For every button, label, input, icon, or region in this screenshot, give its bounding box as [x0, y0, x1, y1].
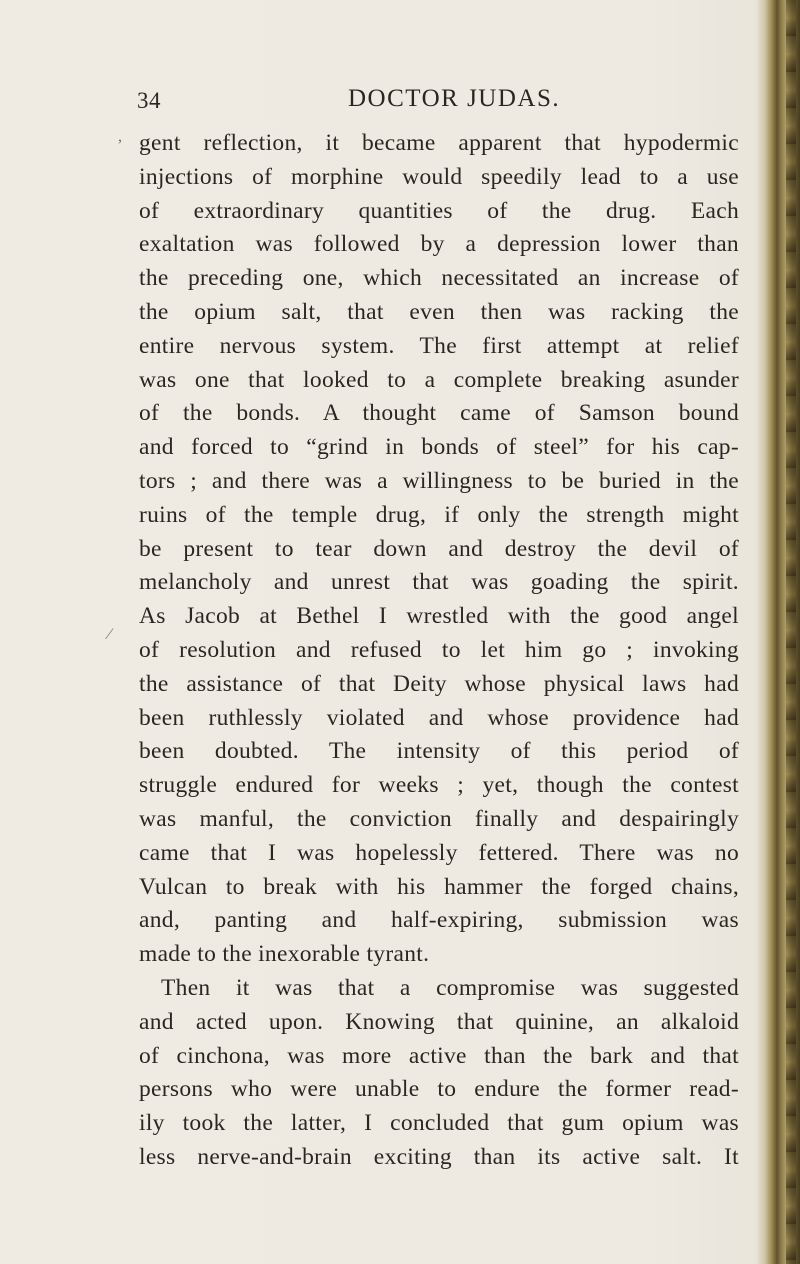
text-line: the opium salt, that even then was racking the [139, 298, 739, 325]
paragraph [139, 127, 739, 972]
text-line: injections of morphine would speedily lead to a use [139, 163, 739, 190]
text-line: less nerve-and-brain exciting than its active salt. It [139, 1143, 739, 1170]
text-line: be present to tear down and destroy the devil of [139, 535, 739, 562]
text-line: ruins of the temple drug, if only the strength might [139, 501, 739, 528]
text-line: As Jacob at Bethel I wrestled with the good angel [139, 603, 739, 630]
running-title: DOCTOR JUDAS. [348, 85, 561, 112]
text-line: Vulcan to break with his hammer the forged chains, [139, 873, 739, 900]
text-line: of resolution and refused to let him go ; invoking [139, 636, 739, 663]
text-line: the preceding one, which necessitated an increase of [139, 265, 739, 292]
page-number: 34 [137, 88, 161, 113]
text-line: tors ; and there was a willingness to be buried in the [139, 467, 739, 494]
text-line: entire nervous system. The first attempt at relief [139, 332, 739, 359]
text-line: of extraordinary quantities of the drug. Each [139, 197, 739, 224]
text-line: struggle endured for weeks ; yet, though the contest [139, 772, 739, 799]
text-line: was one that looked to a complete breaking asunder [139, 366, 739, 393]
text-line: came that I was hopelessly fettered. There was no [139, 839, 739, 866]
text-line: and acted upon. Knowing that quinine, an alkaloid [139, 1008, 739, 1035]
text-line: Then it was that a compromise was suggested [161, 974, 739, 1001]
text-line: and, panting and half-expiring, submission was [139, 907, 739, 934]
text-line: made to the inexorable tyrant. [139, 941, 430, 968]
page-edge-texture [786, 0, 796, 1264]
text-line: persons who were unable to endure the former read- [139, 1076, 739, 1103]
text-line: of the bonds. A thought came of Samson bound [139, 400, 739, 427]
text-line: and forced to “grind in bonds of steel” for his cap- [139, 434, 739, 461]
text-line: gent reflection, it became apparent that hypodermic [139, 130, 739, 156]
text-line: exaltation was followed by a depression lower than [139, 231, 739, 258]
text-line: been ruthlessly violated and whose providence had [139, 704, 739, 731]
margin-mark: , [118, 128, 122, 145]
paragraph [139, 972, 739, 1175]
text-line: the assistance of that Deity whose physical laws had [139, 670, 739, 697]
text-line: ily took the latter, I concluded that gum opium was [139, 1110, 739, 1137]
text-line: melancholy and unrest that was goading the spirit. [139, 569, 739, 596]
text-line: been doubted. The intensity of this period of [139, 738, 739, 765]
text-line: of cinchona, was more active than the bark and that [139, 1042, 739, 1069]
page-header [0, 80, 760, 120]
body-text [139, 127, 739, 1175]
margin-mark: ⁄ [108, 626, 111, 643]
text-line: was manful, the conviction finally and despairingly [139, 805, 739, 832]
